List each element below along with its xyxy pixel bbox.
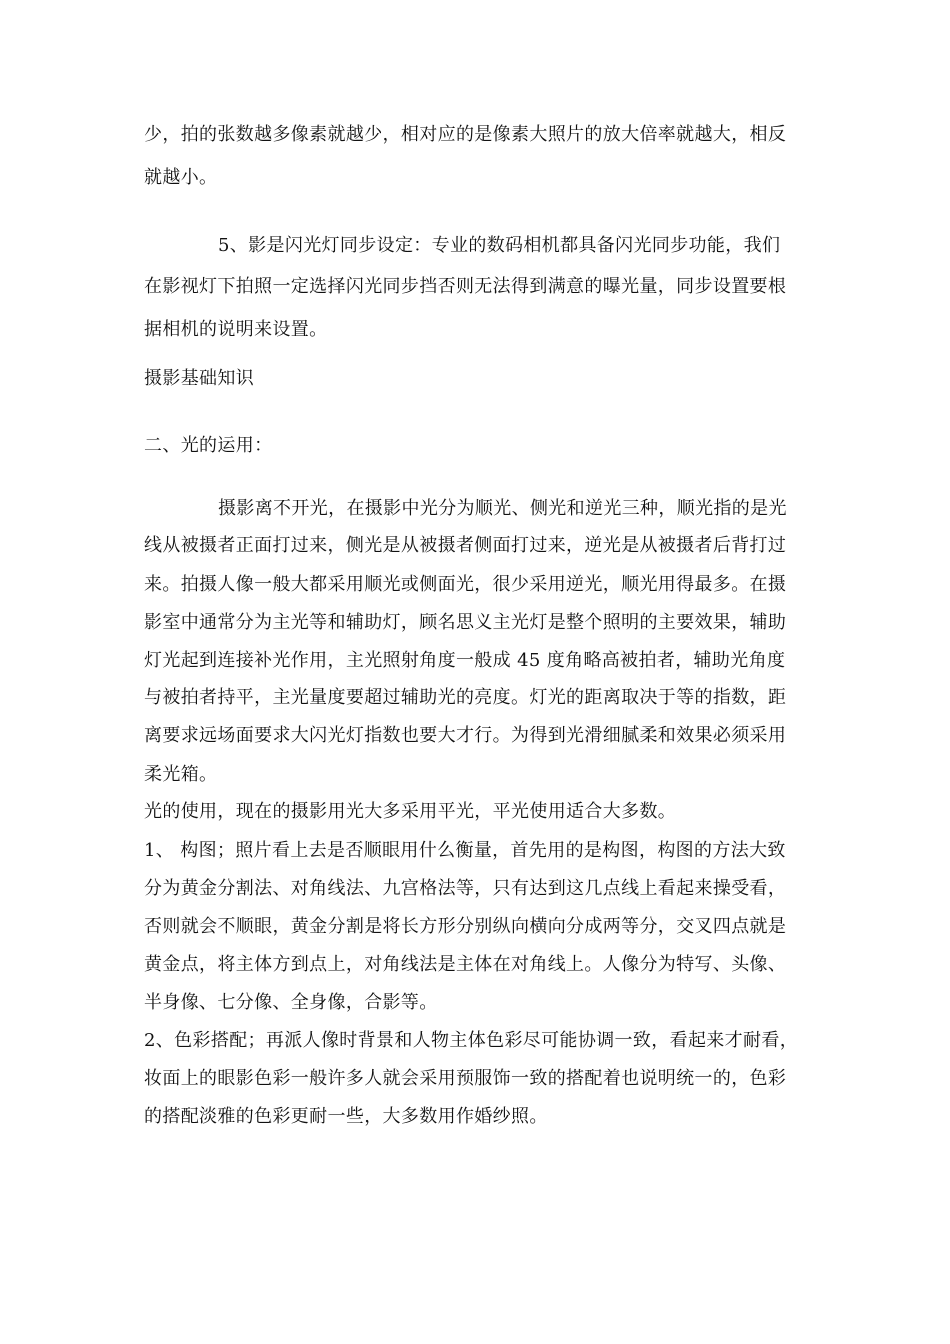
text-line: 光的使用，现在的摄影用光大多采用平光，平光使用适合大多数。 xyxy=(144,801,677,822)
list-item-line: 1、 构图；照片看上去是否顺眼用什么衡量，首先用的是构图，构图的方法大致 xyxy=(144,840,786,861)
text-line: 来。拍摄人像一般大都采用顺光或侧面光，很少采用逆光，顺光用得最多。在摄 xyxy=(144,574,787,595)
list-item-line: 否则就会不顺眼，黄金分割是将长方形分别纵向横向分成两等分，交叉四点就是 xyxy=(144,916,787,937)
text-line: 在影视灯下拍照一定选择闪光同步挡否则无法得到满意的曝光量，同步设置要根 xyxy=(144,276,787,297)
text-line: 与被拍者持平，主光量度要超过辅助光的亮度。灯光的距离取决于等的指数，距 xyxy=(144,687,787,708)
list-item-line: 妆面上的眼影色彩一般许多人就会采用预服饰一致的搭配着也说明统一的，色彩 xyxy=(144,1068,787,1089)
list-item-line: 的搭配淡雅的色彩更耐一些，大多数用作婚纱照。 xyxy=(144,1106,548,1127)
text-line: 柔光箱。 xyxy=(144,764,218,785)
text-line: 灯光起到连接补光作用，主光照射角度一般成 45 度角略高被拍者，辅助光角度 xyxy=(144,650,786,671)
text-line: 离要求远场面要求大闪光灯指数也要大才行。为得到光滑细腻柔和效果必须采用 xyxy=(144,725,787,746)
list-item-line: 半身像、七分像、全身像，合影等。 xyxy=(144,992,438,1013)
list-item-line: 分为黄金分割法、对角线法、九宫格法等，只有达到这几点线上看起来操受看， xyxy=(144,878,787,899)
text-line: 5、影是闪光灯同步设定：专业的数码相机都具备闪光同步功能，我们 xyxy=(218,235,781,256)
text-line: 就越小。 xyxy=(144,167,218,188)
text-line: 少，拍的张数越多像素就越少，相对应的是像素大照片的放大倍率就越大，相反 xyxy=(144,124,787,145)
list-item-line: 2、色彩搭配；再派人像时背景和人物主体色彩尽可能协调一致，看起来才耐看， xyxy=(144,1030,799,1051)
text-line: 影室中通常分为主光等和辅助灯，顾名思义主光灯是整个照明的主要效果，辅助 xyxy=(144,612,787,633)
text-line: 线从被摄者正面打过来，侧光是从被摄者侧面打过来，逆光是从被摄者后背打过 xyxy=(144,535,787,556)
section-heading: 二、光的运用： xyxy=(144,435,273,456)
section-heading: 摄影基础知识 xyxy=(144,368,255,389)
text-line: 摄影离不开光，在摄影中光分为顺光、侧光和逆光三种，顺光指的是光 xyxy=(218,498,787,519)
list-item-line: 黄金点，将主体方到点上，对角线法是主体在对角线上。人像分为特写、头像、 xyxy=(144,954,787,975)
text-line: 据相机的说明来设置。 xyxy=(144,319,328,340)
